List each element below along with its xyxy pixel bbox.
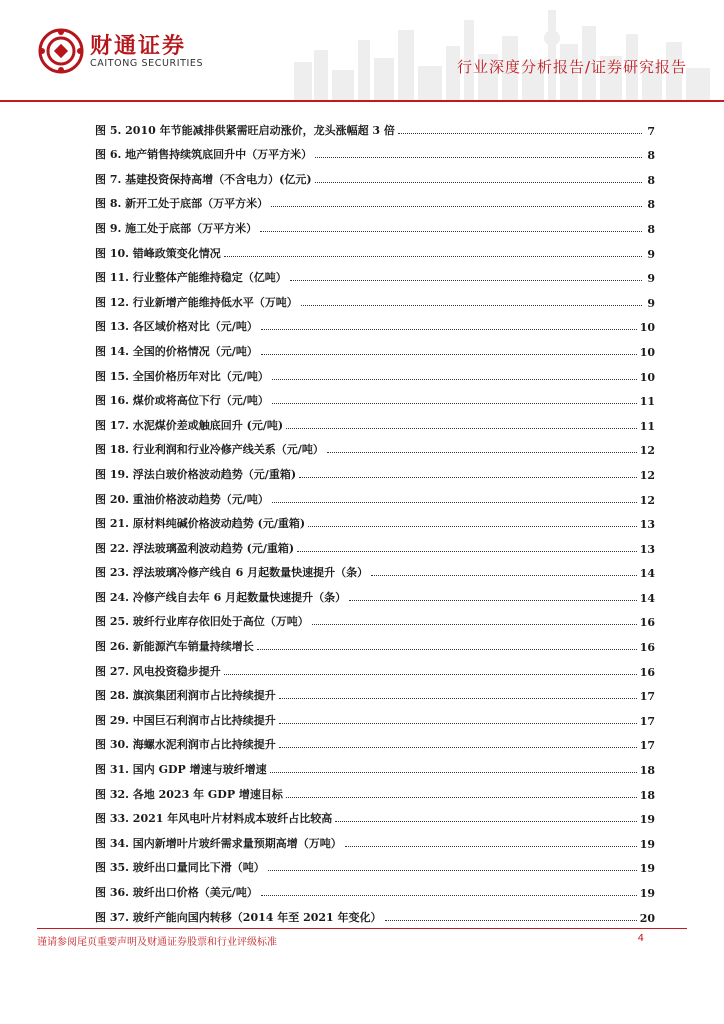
toc-entry-page: 19 bbox=[639, 837, 655, 851]
toc-entry-label: 图 23. 浮法玻璃冷修产线自 6 月起数量快速提升（条） bbox=[95, 566, 369, 580]
toc-leader-dots bbox=[279, 722, 637, 724]
toc-entry[interactable] bbox=[95, 482, 655, 507]
toc-entry-label: 图 8. 新开工处于底部（万平方米） bbox=[95, 197, 269, 211]
toc-entry[interactable] bbox=[95, 556, 655, 581]
toc-entry-page: 10 bbox=[639, 370, 655, 384]
toc-entry-page: 14 bbox=[639, 567, 655, 581]
toc-entry-page: 13 bbox=[639, 518, 655, 532]
page-header bbox=[0, 0, 724, 104]
toc-entry-page: 12 bbox=[639, 444, 655, 458]
toc-entry[interactable] bbox=[95, 629, 655, 654]
toc-entry-label: 图 16. 煤价或将高位下行（元/吨） bbox=[95, 394, 269, 408]
toc-leader-dots bbox=[335, 820, 636, 822]
toc-entry-label: 图 25. 玻纤行业库存依旧处于高位（万吨） bbox=[95, 615, 309, 629]
toc-leader-dots bbox=[261, 328, 637, 330]
toc-entry-page: 16 bbox=[639, 616, 655, 630]
toc-entry[interactable] bbox=[95, 703, 655, 728]
toc-entry[interactable] bbox=[95, 875, 655, 900]
toc-entry-label: 图 30. 海螺水泥利润市占比持续提升 bbox=[95, 738, 276, 752]
toc-entry-page: 11 bbox=[639, 395, 655, 409]
toc-leader-dots bbox=[224, 255, 642, 257]
toc-leader-dots bbox=[385, 919, 637, 921]
toc-entry-page: 9 bbox=[647, 272, 655, 286]
toc-entry-page: 17 bbox=[639, 690, 655, 704]
toc-entry-label: 图 34. 国内新增叶片玻纤需求量预期高增（万吨） bbox=[95, 836, 342, 850]
toc-entry[interactable] bbox=[95, 310, 655, 335]
toc-entry-label: 图 13. 各区域价格对比（元/吨） bbox=[95, 320, 258, 334]
toc-leader-dots bbox=[349, 599, 637, 601]
toc-entry[interactable] bbox=[95, 654, 655, 679]
logo-english-name: CAITONG SECURITIES bbox=[90, 58, 204, 69]
toc-entry-page: 16 bbox=[639, 641, 655, 655]
toc-entry[interactable] bbox=[95, 507, 655, 532]
toc-leader-dots bbox=[272, 378, 637, 380]
toc-entry-page: 20 bbox=[639, 911, 655, 925]
toc-entry-page: 19 bbox=[639, 887, 655, 900]
toc-entry[interactable] bbox=[95, 752, 655, 777]
header-divider bbox=[0, 100, 724, 102]
toc-entry-label: 图 27. 风电投资稳步提升 bbox=[95, 664, 221, 678]
toc-entry-page: 10 bbox=[639, 345, 655, 359]
toc-entry-label: 图 24. 冷修产线自去年 6 月起数量快速提升（条） bbox=[95, 590, 347, 604]
toc-entry-page: 17 bbox=[639, 714, 655, 728]
toc-entry[interactable] bbox=[95, 900, 655, 925]
toc-entry-label: 图 14. 全国的价格情况（元/吨） bbox=[95, 344, 258, 358]
toc-leader-dots bbox=[286, 796, 637, 798]
toc-entry-label: 图 6. 地产销售持续筑底回升中（万平方米） bbox=[95, 148, 313, 162]
toc-entry-label: 图 18. 行业利润和行业冷修产线关系（元/吨） bbox=[95, 443, 324, 457]
toc-entry[interactable] bbox=[95, 384, 655, 409]
toc-leader-dots bbox=[371, 574, 637, 576]
toc-leader-dots bbox=[299, 476, 637, 478]
toc-entry[interactable] bbox=[95, 261, 655, 286]
toc-entry-label: 图 26. 新能源汽车销量持续增长 bbox=[95, 640, 254, 654]
toc-entry-page: 7 bbox=[647, 124, 655, 138]
toc-entry-label: 图 29. 中国巨石利润市占比持续提升 bbox=[95, 713, 276, 727]
figure-index-list bbox=[95, 113, 655, 925]
toc-leader-dots bbox=[345, 845, 637, 847]
toc-leader-dots bbox=[257, 648, 637, 650]
logo-chinese-name: 财通证券 bbox=[90, 34, 187, 59]
toc-entry-label: 图 35. 玻纤出口量同比下滑（吨） bbox=[95, 861, 265, 875]
toc-entry-page: 12 bbox=[639, 493, 655, 507]
toc-entry-page: 8 bbox=[647, 198, 655, 212]
toc-leader-dots bbox=[261, 353, 637, 355]
report-type-title: 行业深度分析报告/证券研究报告 bbox=[456, 58, 687, 76]
toc-entry-label: 图 15. 全国价格历年对比（元/吨） bbox=[95, 369, 269, 383]
toc-entry-page: 13 bbox=[639, 542, 655, 556]
toc-entry[interactable] bbox=[95, 433, 655, 458]
toc-entry-label: 图 19. 浮法白玻价格波动趋势（元/重箱) bbox=[95, 467, 297, 481]
toc-entry-label: 图 5. 2010 年节能减排供紧需旺启动涨价，龙头涨幅超 3 倍 bbox=[95, 123, 395, 137]
toc-entry[interactable] bbox=[95, 236, 655, 261]
toc-entry[interactable] bbox=[95, 138, 655, 163]
toc-entry[interactable] bbox=[95, 457, 655, 482]
toc-entry[interactable] bbox=[95, 113, 655, 138]
toc-leader-dots bbox=[279, 746, 637, 748]
toc-entry-page: 8 bbox=[647, 149, 655, 163]
city-skyline-graphic bbox=[284, 0, 724, 100]
toc-leader-dots bbox=[286, 427, 637, 429]
toc-entry[interactable] bbox=[95, 802, 655, 827]
toc-entry[interactable] bbox=[95, 187, 655, 212]
toc-entry-page: 10 bbox=[639, 321, 655, 335]
toc-entry-page: 8 bbox=[647, 173, 655, 187]
toc-entry-page: 12 bbox=[639, 468, 655, 482]
toc-leader-dots bbox=[327, 451, 637, 453]
toc-entry-page: 17 bbox=[639, 739, 655, 753]
toc-entry-page: 8 bbox=[647, 222, 655, 236]
toc-entry-label: 图 17. 水泥煤价差或触底回升 (元/吨) bbox=[95, 418, 284, 432]
toc-entry[interactable] bbox=[95, 777, 655, 802]
toc-leader-dots bbox=[290, 279, 642, 281]
toc-entry-label: 图 33. 2021 年风电叶片材料成本玻纤占比较高 bbox=[95, 812, 333, 826]
toc-entry-label: 图 7. 基建投资保持高增（不含电力）(亿元) bbox=[95, 172, 312, 186]
toc-entry[interactable] bbox=[95, 334, 655, 359]
toc-entry-label: 图 11. 行业整体产能维持稳定（亿吨） bbox=[95, 271, 287, 285]
logo-emblem-icon bbox=[38, 28, 84, 74]
toc-entry-page: 19 bbox=[639, 813, 655, 827]
toc-leader-dots bbox=[279, 697, 637, 699]
toc-entry-label: 图 12. 行业新增产能维持低水平（万吨） bbox=[95, 295, 298, 309]
toc-entry-label: 图 28. 旗滨集团利润市占比持续提升 bbox=[95, 689, 276, 703]
toc-entry-page: 18 bbox=[639, 764, 655, 778]
toc-entry[interactable] bbox=[95, 728, 655, 753]
toc-entry-label: 图 31. 国内 GDP 增速与玻纤增速 bbox=[95, 763, 267, 777]
toc-leader-dots bbox=[260, 230, 642, 232]
toc-entry-label: 图 37. 玻纤产能向国内转移（2014 年至 2021 年变化） bbox=[95, 910, 382, 924]
toc-leader-dots bbox=[301, 304, 642, 306]
toc-entry-page: 9 bbox=[647, 247, 655, 261]
toc-leader-dots bbox=[272, 501, 637, 503]
toc-entry[interactable] bbox=[95, 580, 655, 605]
toc-leader-dots bbox=[312, 623, 637, 625]
toc-entry[interactable] bbox=[95, 285, 655, 310]
toc-entry[interactable] bbox=[95, 851, 655, 876]
toc-leader-dots bbox=[270, 771, 637, 773]
toc-entry-label: 图 21. 原材料纯碱价格波动趋势 (元/重箱) bbox=[95, 517, 306, 531]
footer-divider bbox=[37, 928, 687, 929]
toc-leader-dots bbox=[224, 673, 637, 675]
footer-disclaimer: 谨请参阅尾页重要声明及财通证券股票和行业评级标准 bbox=[37, 937, 277, 948]
toc-entry[interactable] bbox=[95, 162, 655, 187]
toc-leader-dots bbox=[271, 205, 642, 207]
toc-entry-label: 图 36. 玻纤出口价格（美元/吨） bbox=[95, 886, 258, 899]
toc-entry[interactable] bbox=[95, 679, 655, 704]
toc-entry[interactable] bbox=[95, 531, 655, 556]
toc-entry[interactable] bbox=[95, 359, 655, 384]
toc-leader-dots bbox=[315, 156, 642, 158]
toc-entry-label: 图 22. 浮法玻璃盈利波动趋势 (元/重箱) bbox=[95, 541, 295, 555]
toc-leader-dots bbox=[268, 869, 637, 871]
toc-entry-label: 图 32. 各地 2023 年 GDP 增速目标 bbox=[95, 787, 283, 801]
toc-entry[interactable] bbox=[95, 211, 655, 236]
toc-entry-page: 9 bbox=[647, 296, 655, 310]
toc-entry[interactable] bbox=[95, 605, 655, 630]
page-number: 4 bbox=[637, 933, 644, 944]
toc-entry-label: 图 9. 施工处于底部（万平方米） bbox=[95, 221, 258, 235]
toc-leader-dots bbox=[308, 525, 637, 527]
toc-leader-dots bbox=[297, 550, 637, 552]
toc-leader-dots bbox=[261, 894, 637, 896]
toc-entry-page: 19 bbox=[639, 862, 655, 876]
toc-leader-dots bbox=[315, 181, 642, 183]
toc-entry-page: 14 bbox=[639, 591, 655, 605]
company-logo bbox=[38, 28, 218, 78]
toc-leader-dots bbox=[398, 132, 642, 134]
toc-entry-page: 11 bbox=[639, 419, 655, 433]
toc-entry-label: 图 10. 错峰政策变化情况 bbox=[95, 246, 221, 260]
toc-entry[interactable] bbox=[95, 826, 655, 851]
toc-leader-dots bbox=[272, 402, 637, 404]
toc-entry[interactable] bbox=[95, 408, 655, 433]
toc-entry-label: 图 20. 重油价格波动趋势（元/吨） bbox=[95, 492, 269, 506]
toc-entry-page: 18 bbox=[639, 788, 655, 802]
toc-entry-page: 16 bbox=[639, 665, 655, 679]
